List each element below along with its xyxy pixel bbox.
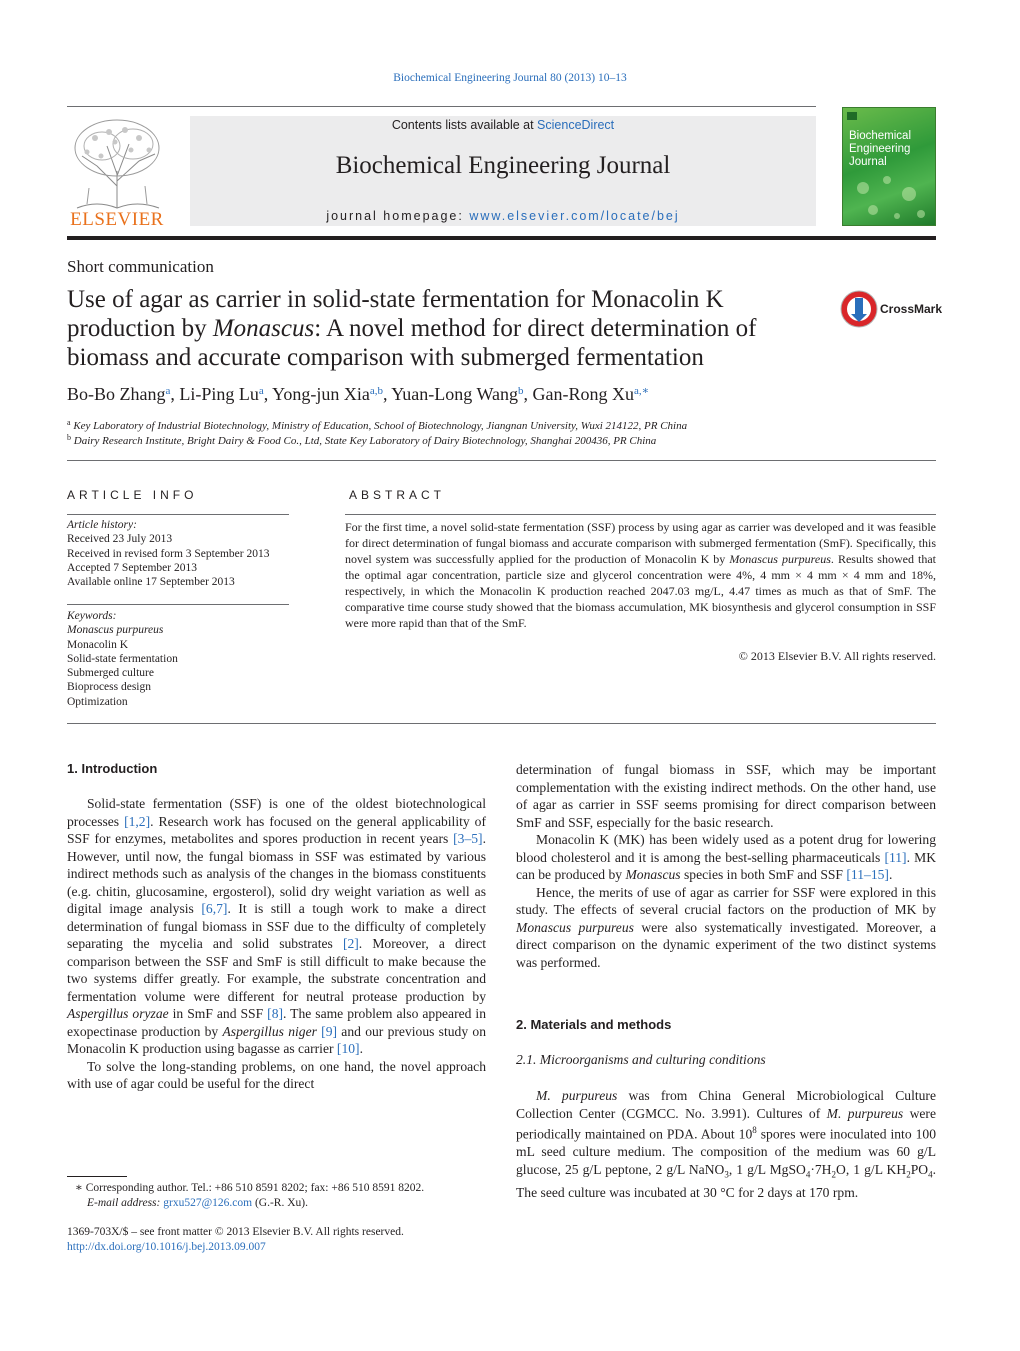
right-paragraph-1: determination of fungal biomass in SSF, which may be important complementation with the existing indirect methods. On the other hand, use of agar as carrier in SSF seems promising for direct comparison between SmF and SSF, especially for the basic research. bbox=[516, 762, 936, 830]
italic-text: Monascus bbox=[625, 867, 681, 882]
title-part-2: : A novel method for direct determination of biomass and accurate comparison with submerged fermentation bbox=[67, 315, 757, 371]
affiliation-a-text: Key Laboratory of Industrial Biotechnology, Ministry of Education, School of Biotechnology, Jiangnan University, Wuxi 214122, PR China bbox=[73, 420, 688, 432]
text-run: Hence, the merits of use of agar as carrier for SSF were explored in this study. The effects of several crucial factors on the production of MK by bbox=[516, 884, 936, 917]
text-run: species in both SmF and SSF bbox=[680, 867, 847, 882]
abstract-part-2: . Results showed that the optimal agar concentration, particle size and glycerol concentration were 4%, 4 mm × 4 mm × 4 mm and 18%, respectively, in which the Monacolin K production reached 2047.03 mg/L, 4.47 times as much as that of SmF. The comparative time course study showed that the biomass accumulation, MK biosynthesis and glycerol consumption in SSF were more rapid than that of the SmF. bbox=[345, 552, 936, 630]
affiliation-b bbox=[67, 433, 927, 447]
issn-block bbox=[67, 1225, 487, 1255]
article-history bbox=[67, 518, 289, 589]
right-column-bottom bbox=[516, 1087, 936, 1201]
text-run: was from China General Microbiological Culture Collection Center (CGMCC. No. 3.991). Cultures of bbox=[516, 1088, 936, 1121]
reference-link[interactable]: [6,7] bbox=[201, 901, 228, 916]
text-run: . MK can be produced by bbox=[516, 849, 937, 882]
email-line bbox=[67, 1196, 487, 1211]
title-italic: Monascus bbox=[212, 315, 315, 342]
text-run: . bbox=[888, 867, 893, 882]
methods-paragraph-1 bbox=[516, 1087, 936, 1201]
title-rule bbox=[67, 460, 936, 461]
text-run: 2 bbox=[906, 1169, 911, 1180]
text-run: . Research work has focused on the general applicability of SSF for enzymes, metabolites and spores production in recent years bbox=[67, 813, 486, 846]
article-type: Short communication bbox=[67, 257, 214, 276]
journal-cover-thumbnail[interactable] bbox=[842, 107, 936, 226]
elsevier-logo bbox=[67, 116, 167, 228]
author-affiliation-mark[interactable]: a,b bbox=[369, 385, 383, 397]
footnote-text: Corresponding author. Tel.: +86 510 8591 8202; fax: +86 510 8591 8202. bbox=[82, 1182, 425, 1194]
intro-paragraph-1 bbox=[67, 795, 486, 1058]
text-run: and our previous study on Monacolin K production using bagasse as carrier bbox=[67, 1023, 486, 1056]
doi-link[interactable]: http://dx.doi.org/10.1016/j.bej.2013.09.007 bbox=[67, 1241, 266, 1253]
affiliation-a bbox=[67, 418, 927, 432]
history-item: Accepted 7 September 2013 bbox=[67, 561, 197, 574]
email-label: E-mail address: bbox=[87, 1197, 164, 1209]
journal-title: Biochemical Engineering Journal bbox=[335, 152, 671, 179]
left-column bbox=[67, 795, 486, 1093]
contents-line bbox=[190, 118, 816, 132]
history-label: Article history: bbox=[67, 519, 137, 531]
reference-link[interactable]: [8] bbox=[267, 1006, 284, 1021]
contents-prefix: Contents lists available at bbox=[391, 118, 538, 132]
keyword-item: Monacolin K bbox=[67, 638, 129, 651]
text-run: ·7H bbox=[810, 1161, 832, 1177]
italic-text: Monascus purpureus bbox=[516, 919, 634, 935]
issn-line: 1369-703X/$ – see front matter © 2013 Elsevier B.V. All rights reserved. bbox=[67, 1226, 404, 1238]
footnote bbox=[67, 1181, 487, 1211]
abstract-italic: Monascus purpureus bbox=[729, 552, 831, 566]
author-separator: , bbox=[263, 384, 273, 404]
author-separator: , bbox=[170, 384, 180, 404]
publisher-name: ELSEVIER bbox=[70, 209, 164, 230]
italic-text: M. purpureus bbox=[536, 1088, 618, 1103]
author-name[interactable]: Gan-Rong Xu bbox=[532, 384, 634, 404]
subsection-2-1-heading: 2.1. Microorganisms and culturing conditions bbox=[516, 1052, 766, 1067]
keyword-item: Solid-state fermentation bbox=[67, 652, 178, 665]
homepage-link[interactable]: www.elsevier.com/locate/bej bbox=[469, 209, 680, 223]
keywords-rule bbox=[67, 604, 289, 605]
text-run: Solid-state fermentation (SSF) is one of the oldest biotechnological processes bbox=[67, 796, 486, 829]
reference-link[interactable]: [11] bbox=[884, 849, 907, 865]
text-run: 2 bbox=[831, 1169, 836, 1180]
reference-link[interactable]: [1,2] bbox=[124, 813, 151, 829]
header-thick-rule bbox=[67, 236, 936, 240]
abstract-rule bbox=[345, 514, 936, 515]
footnote-mark: ∗ bbox=[75, 1182, 83, 1194]
text-run: , 1 g/L MgSO bbox=[728, 1161, 806, 1177]
author-name[interactable]: Li-Ping Lu bbox=[179, 384, 259, 404]
journal-citation[interactable]: Biochemical Engineering Journal 80 (2013) 10–13 bbox=[393, 72, 627, 84]
text-run: . The seed culture was incubated at 30 °C for 2 days at 170 rpm. bbox=[516, 1161, 936, 1200]
italic-text: Aspergillus niger bbox=[222, 1023, 317, 1039]
article-title bbox=[67, 285, 827, 372]
intro-paragraph-2: To solve the long-standing problems, on one hand, the novel approach with use of agar could be useful for the direct bbox=[67, 1058, 486, 1091]
cover-logo-mark bbox=[847, 112, 857, 120]
italic-text: Aspergillus oryzae bbox=[67, 1006, 169, 1021]
keyword-item: Bioprocess design bbox=[67, 681, 152, 694]
history-item: Received 23 July 2013 bbox=[67, 533, 173, 546]
keyword-item: Monascus purpureus bbox=[67, 624, 164, 637]
history-item: Received in revised form 3 September 2013 bbox=[67, 547, 270, 560]
author-affiliation-mark[interactable]: a,∗ bbox=[634, 385, 650, 397]
sciencedirect-link[interactable]: ScienceDirect bbox=[537, 118, 615, 132]
text-run: O, 1 g/L KH bbox=[836, 1161, 907, 1177]
email-link[interactable]: grxu527@126.com bbox=[163, 1197, 253, 1209]
text-run: were periodically maintained on PDA. About 10 bbox=[516, 1105, 936, 1142]
email-suffix: (G.-R. Xu). bbox=[252, 1197, 308, 1209]
crossmark-badge[interactable] bbox=[840, 289, 943, 329]
materials-methods-heading: 2. Materials and methods bbox=[516, 1017, 672, 1032]
homepage-prefix: journal homepage: bbox=[326, 209, 470, 223]
author-name[interactable]: Yuan-Long Wang bbox=[391, 384, 518, 404]
title-part-1: Use of agar as carrier in solid-state fermentation for Monacolin K production by bbox=[67, 286, 724, 342]
author-affiliation-mark[interactable]: a bbox=[165, 385, 171, 397]
abstract-bottom-rule bbox=[67, 723, 936, 724]
affiliation-a-mark: a bbox=[67, 418, 71, 427]
text-run: . The same problem also appeared in exopectinase production by bbox=[67, 1006, 486, 1039]
introduction-heading: 1. Introduction bbox=[67, 761, 158, 776]
text-run: 3 bbox=[724, 1169, 729, 1180]
text-run: . However, until now, the fungal biomass in SSF was estimated by various indirect methods such as analysis of the changes in the biomass constituents (e.g. chitin, glucosamine, ergosterol), solid dry weight variation as well as digital image analysis bbox=[67, 831, 486, 916]
corresponding-author-note bbox=[67, 1181, 487, 1196]
author-affiliation-mark[interactable]: b bbox=[518, 385, 524, 397]
cover-bubbles-icon bbox=[843, 168, 936, 226]
text-run: 4 bbox=[928, 1169, 933, 1180]
abstract-heading: ABSTRACT bbox=[349, 488, 446, 502]
abstract-part-1: For the first time, a novel solid-state fermentation (SSF) process by using agar as carrier was developed and it was feasible for direct determination of fungal biomass and accurate comparison with submerged fermentation (SmF). Specifically, this novel system was successfully applied for the production of Monacolin K by bbox=[345, 520, 936, 566]
reference-link[interactable]: [3–5] bbox=[453, 831, 483, 846]
reference-link[interactable]: [10] bbox=[336, 1041, 360, 1056]
article-info-rule bbox=[67, 514, 289, 515]
history-list bbox=[67, 532, 289, 589]
author-separator: , bbox=[523, 384, 533, 404]
right-paragraph-3 bbox=[516, 884, 936, 972]
header-rule bbox=[67, 106, 816, 107]
crossmark-icon bbox=[840, 290, 878, 328]
author-affiliation-mark[interactable]: a bbox=[258, 385, 264, 397]
text-run: Monacolin K (MK) has been widely used as a potent drug for lowering blood cholesterol and it is among the best-selling pharmaceuticals bbox=[516, 832, 936, 865]
author-name[interactable]: Bo-Bo Zhang bbox=[67, 384, 166, 404]
text-run: . Moreover, a direct comparison between the SSF and SmF is still difficult to make because the two systems differ greatly. For example, the substrate concentration and fermentation volume were different for neutral protease production by bbox=[67, 936, 487, 1004]
article-info-heading: ARTICLE INFO bbox=[67, 488, 198, 502]
text-run: were also systematically investigated. Moreover, a direct comparison on the dynamic experiment of the two distinct systems was performed. bbox=[516, 919, 936, 970]
keywords-list bbox=[67, 623, 289, 709]
keywords-block bbox=[67, 609, 289, 709]
text-run: spores were inoculated into 100 mL seed culture medium. The composition of the medium was 60 g/L glucose, 25 g/L peptone, 2 g/L NaNO bbox=[516, 1126, 936, 1177]
author-list bbox=[67, 384, 927, 405]
right-column-top bbox=[516, 761, 936, 971]
keyword-item: Optimization bbox=[67, 695, 128, 708]
reference-link[interactable]: [9] bbox=[321, 1023, 338, 1039]
text-run: 8 bbox=[752, 1125, 757, 1135]
reference-link[interactable]: [2] bbox=[342, 936, 359, 951]
keyword-item: Submerged culture bbox=[67, 667, 154, 680]
footnote-rule bbox=[67, 1176, 127, 1177]
crossmark-label: CrossMark bbox=[880, 302, 943, 316]
history-item: Available online 17 September 2013 bbox=[67, 576, 235, 589]
right-paragraph-2 bbox=[516, 831, 936, 884]
keywords-label: Keywords: bbox=[67, 610, 117, 622]
reference-link[interactable]: [11–15] bbox=[846, 867, 889, 882]
text-run: 4 bbox=[805, 1169, 811, 1180]
abstract-text bbox=[345, 519, 936, 631]
homepage-line bbox=[190, 209, 816, 223]
text-run: in SmF and SSF bbox=[168, 1006, 268, 1021]
affiliation-b-text: Dairy Research Institute, Bright Dairy & Food Co., Ltd, State Key Laboratory of Dairy Biotechnology, Shanghai 200436, PR China bbox=[73, 435, 657, 447]
author-separator: , bbox=[382, 384, 392, 404]
text-run: . bbox=[359, 1041, 363, 1056]
text-run: PO bbox=[910, 1161, 929, 1177]
italic-text: M. purpureus bbox=[826, 1105, 904, 1121]
text-run: . It is still a tough work to make a direct determination of fungal biomass in SSF due to the difficulty of completely separating the mycelia and solid substrates bbox=[67, 901, 486, 951]
cover-title: Biochemical Engineering Journal bbox=[849, 130, 911, 168]
abstract-copyright: © 2013 Elsevier B.V. All rights reserved. bbox=[738, 649, 936, 663]
affiliation-b-mark: b bbox=[67, 433, 71, 442]
author-name[interactable]: Yong-jun Xia bbox=[272, 384, 370, 404]
